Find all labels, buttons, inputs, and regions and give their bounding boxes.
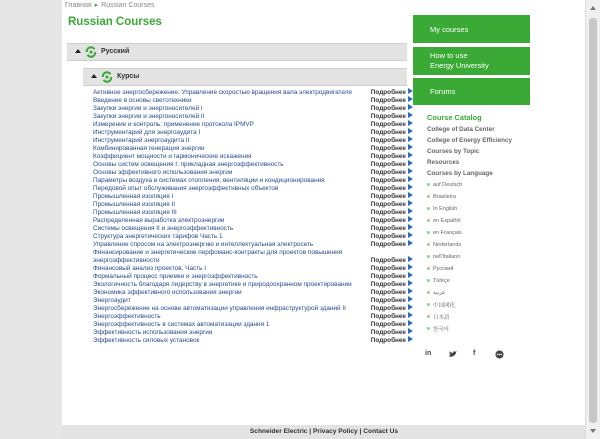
more-label: Подробнее — [370, 153, 406, 160]
bullet-icon — [427, 291, 430, 294]
arrow-right-icon — [408, 120, 413, 126]
course-row — [93, 305, 415, 313]
bullet-icon — [427, 219, 430, 222]
course-row — [93, 209, 415, 217]
page-title: Russian Courses — [68, 16, 162, 28]
arrow-right-icon — [408, 128, 413, 134]
course-row — [93, 225, 415, 233]
language-link[interactable] — [427, 180, 537, 189]
scrollbar-thumb[interactable] — [589, 18, 597, 423]
arrow-right-icon — [408, 336, 413, 342]
language-label: en Français — [433, 229, 462, 236]
how-to-use-button[interactable] — [413, 47, 530, 75]
course-row — [93, 153, 415, 161]
course-title-link[interactable]: Эффективность силовых установок — [93, 337, 200, 344]
course-title-link[interactable]: Измерение и контроль: применение протокола IPMVP — [93, 121, 254, 128]
more-label: Подробнее — [370, 233, 406, 240]
course-title-link[interactable]: Финансовый анализ проектов, Часть I — [93, 265, 207, 272]
more-label: Подробнее — [370, 105, 406, 112]
course-title-link[interactable]: Экологичность благодаря лидерству в энергетике и природоохранном проектировании — [93, 281, 352, 288]
button-label: How to use Energy University — [430, 51, 489, 70]
collapse-triangle-icon[interactable] — [75, 49, 81, 53]
sidebar-link[interactable]: College of Data Center — [427, 126, 495, 133]
privacy-policy-link[interactable]: Privacy Policy — [313, 428, 358, 435]
more-label: Подробнее — [370, 145, 406, 152]
language-label: 日本語 — [433, 314, 450, 321]
bullet-icon — [427, 279, 430, 282]
button-label: My courses — [430, 25, 469, 34]
more-label: Подробнее — [370, 313, 406, 320]
course-title-link[interactable]: Введение в основы светотехники — [93, 97, 192, 104]
more-label: Подробнее — [370, 177, 406, 184]
language-label: عربية — [433, 289, 446, 296]
course-title-link[interactable]: Основы эффективного использования энергии — [93, 169, 233, 176]
sidebar-link[interactable]: College of Energy Efficiency — [427, 137, 513, 144]
more-label: Подробнее — [370, 337, 406, 344]
course-title-link[interactable]: Энергоэффективность в системах автоматизации здания 1 — [93, 321, 270, 328]
more-label: Подробнее — [370, 169, 406, 176]
more-label: Подробнее — [370, 225, 406, 232]
course-row — [93, 113, 415, 121]
course-title-link[interactable]: Энергосбережение на основе автоматизации управления инфраструктурой зданий II — [93, 305, 346, 312]
course-title-link[interactable]: Инструментарий для энергоаудита I — [93, 129, 201, 136]
more-label: Подробнее — [370, 193, 406, 200]
arrow-right-icon — [408, 328, 413, 334]
accordion-label: Русский — [101, 48, 130, 55]
arrow-right-icon — [408, 192, 413, 198]
arrow-right-icon — [408, 216, 413, 222]
course-row — [93, 329, 415, 337]
bullet-icon — [427, 195, 430, 198]
language-link[interactable] — [427, 312, 537, 321]
footer — [62, 425, 586, 439]
course-title-link[interactable]: Финансирование и энергетические перфоманс-контракты для проектов повышения энергоэффективности — [93, 249, 343, 264]
my-courses-button[interactable] — [413, 15, 530, 43]
breadcrumb-current: Russian Courses — [101, 2, 155, 9]
course-title-link[interactable]: Промышленная изоляция III — [93, 209, 177, 216]
course-title-link[interactable]: Формальный процесс приемки и энергоэффективность — [93, 273, 258, 280]
facebook-icon[interactable]: f — [473, 350, 476, 357]
footer-separator: | — [309, 428, 312, 435]
energy-university-logo-icon — [100, 70, 114, 84]
course-row — [93, 281, 415, 289]
course-row — [93, 233, 415, 241]
arrow-right-icon — [408, 208, 413, 214]
course-title-link[interactable]: Инструментарий энергоаудита II — [93, 137, 190, 144]
language-list — [427, 180, 537, 333]
course-row — [93, 121, 415, 129]
arrow-right-icon — [408, 224, 413, 230]
scroll-down-arrow-icon[interactable] — [590, 429, 596, 433]
course-title-link[interactable]: Управление спросом на электроэнергию и интеллектуальная электросеть — [93, 241, 314, 248]
more-label: Подробнее — [370, 89, 406, 96]
bullet-icon — [427, 243, 430, 246]
arrow-right-icon — [408, 136, 413, 142]
sidebar — [413, 15, 530, 105]
course-row — [93, 337, 415, 345]
language-link[interactable] — [427, 324, 537, 333]
course-row — [93, 129, 415, 137]
language-link[interactable] — [427, 276, 537, 285]
arrow-right-icon — [408, 144, 413, 150]
language-link[interactable] — [427, 252, 537, 261]
course-row — [93, 249, 415, 265]
bullet-icon — [427, 267, 430, 270]
language-label: auf Deutsch — [433, 181, 463, 188]
bullet-icon — [427, 255, 430, 258]
language-link[interactable] — [427, 288, 537, 297]
more-details-link[interactable] — [371, 336, 413, 345]
vertical-scrollbar[interactable] — [585, 0, 600, 439]
course-row — [93, 177, 415, 185]
arrow-right-icon — [408, 312, 413, 318]
bullet-icon — [427, 207, 430, 210]
sidebar-link[interactable]: Courses by Topic — [427, 148, 480, 155]
more-label: Подробнее — [370, 113, 406, 120]
course-row — [93, 161, 415, 169]
more-label: Подробнее — [370, 185, 406, 192]
arrow-right-icon — [408, 264, 413, 270]
arrow-right-icon — [408, 296, 413, 302]
course-list — [93, 89, 415, 345]
course-title-link[interactable]: Экономика эффективного использования энергии — [93, 289, 242, 296]
more-label: Подробнее — [370, 201, 406, 208]
twitter-icon[interactable] — [449, 351, 457, 358]
course-row — [93, 321, 415, 329]
arrow-right-icon — [408, 320, 413, 326]
language-label: nell'Italiano — [433, 253, 461, 260]
course-title-link[interactable]: Параметры воздуха в системах отопления, вентиляции и кондиционирования — [93, 177, 325, 184]
language-link[interactable] — [427, 192, 537, 201]
more-label: Подробнее — [370, 97, 406, 104]
more-details-link[interactable] — [371, 240, 413, 249]
course-row — [93, 169, 415, 177]
course-row — [93, 97, 415, 105]
more-label: Подробнее — [370, 257, 406, 264]
more-label: Подробнее — [370, 209, 406, 216]
accordion-courses[interactable] — [83, 68, 407, 86]
arrow-right-icon — [408, 160, 413, 166]
course-title-link[interactable]: Закупки энергии и энергоносителей II — [93, 113, 205, 120]
more-label: Подробнее — [370, 121, 406, 128]
more-label: Подробнее — [370, 281, 406, 288]
course-title-link[interactable]: Структура энергетических тарифов Часть 1 — [93, 233, 223, 240]
course-title-link[interactable]: Системы освещения II и энергоэффективность — [93, 225, 234, 232]
arrow-right-icon — [408, 304, 413, 310]
more-label: Подробнее — [370, 305, 406, 312]
energy-university-logo-icon — [84, 45, 98, 59]
bullet-icon — [427, 303, 430, 306]
language-label: 한국어 — [433, 326, 449, 333]
forums-button[interactable] — [413, 78, 530, 105]
breadcrumb-separator-icon: ▸ — [94, 2, 99, 9]
course-title-link[interactable]: Промышленная изоляция II — [93, 201, 175, 208]
course-row — [93, 313, 415, 321]
breadcrumb-home[interactable]: Главная — [65, 2, 92, 9]
arrow-right-icon — [408, 168, 413, 174]
more-label: Подробнее — [370, 161, 406, 168]
course-row — [93, 105, 415, 113]
course-title-link[interactable]: Коэффициент мощности и гармонические искажения — [93, 153, 252, 160]
course-catalog-title[interactable]: Course Catalog — [427, 113, 482, 122]
language-label: 中国网化 — [433, 302, 456, 309]
course-title-link[interactable]: Закупки энергии и энергоносителей I — [93, 105, 203, 112]
accordion-russian[interactable] — [67, 43, 407, 61]
contact-us-link[interactable]: Contact Us — [363, 428, 399, 435]
footer-separator: | — [359, 428, 362, 435]
course-title-link[interactable]: Промышленная изоляция I — [93, 193, 174, 200]
language-label: Türkçe — [433, 277, 450, 284]
linkedin-icon[interactable]: in — [425, 350, 432, 357]
arrow-right-icon — [408, 272, 413, 278]
accordion-label: Курсы — [117, 73, 140, 80]
course-title-link[interactable]: Распределенная выработка электроэнергии — [93, 217, 225, 224]
arrow-right-icon — [408, 184, 413, 190]
scroll-up-arrow-icon[interactable] — [590, 6, 596, 10]
more-label: Подробнее — [370, 241, 406, 248]
arrow-right-icon — [408, 288, 413, 294]
arrow-right-icon — [408, 256, 413, 262]
language-label: Nederlands — [433, 241, 462, 248]
course-row — [93, 273, 415, 281]
course-row — [93, 145, 415, 153]
course-row — [93, 265, 415, 273]
arrow-right-icon — [408, 200, 413, 206]
arrow-right-icon — [408, 280, 413, 286]
course-row — [93, 217, 415, 225]
bullet-icon — [427, 183, 430, 186]
course-title-link[interactable]: Активное энергосбережение: Управление скоростью вращения вала электродвигателя — [93, 89, 352, 96]
breadcrumb — [65, 1, 154, 9]
course-row — [93, 137, 415, 145]
chat-icon[interactable] — [495, 350, 504, 359]
language-link[interactable] — [427, 228, 537, 237]
more-label: Подробнее — [370, 321, 406, 328]
course-title-link[interactable]: Энергоаудит — [93, 297, 131, 304]
sidebar-links — [427, 126, 537, 177]
course-row — [93, 297, 415, 305]
course-title-link[interactable]: Передовой опыт обслуживания энергоэффективных объектов — [93, 185, 279, 192]
more-label: Подробнее — [370, 289, 406, 296]
language-link[interactable] — [427, 300, 537, 309]
arrow-right-icon — [408, 176, 413, 182]
more-label: Подробнее — [370, 329, 406, 336]
button-label: Forums — [430, 87, 456, 96]
sidebar-link[interactable]: Resources — [427, 159, 460, 166]
course-row — [93, 185, 415, 193]
course-title-link[interactable]: Основы систем освещения I: прикладная энергоэффективность — [93, 161, 284, 168]
more-label: Подробнее — [370, 217, 406, 224]
more-label: Подробнее — [370, 265, 406, 272]
course-title-link[interactable]: Комбинированная генерация энергии — [93, 145, 205, 152]
course-row — [93, 89, 415, 97]
course-row — [93, 201, 415, 209]
collapse-triangle-icon[interactable] — [91, 74, 97, 78]
arrow-right-icon — [408, 152, 413, 158]
language-link[interactable] — [427, 240, 537, 249]
language-link[interactable] — [427, 264, 537, 273]
course-row — [93, 193, 415, 201]
more-label: Подробнее — [370, 137, 406, 144]
language-link[interactable] — [427, 204, 537, 213]
language-label: Русский — [433, 265, 454, 272]
bullet-icon — [427, 327, 430, 330]
course-title-link[interactable]: Энергоэффективность — [93, 313, 161, 320]
more-label: Подробнее — [370, 129, 406, 136]
bullet-icon — [427, 231, 430, 234]
course-row — [93, 289, 415, 297]
more-label: Подробнее — [370, 297, 406, 304]
course-title-link[interactable]: Эффективность использования энергии — [93, 329, 213, 336]
bullet-icon — [427, 315, 430, 318]
language-label: In English — [433, 205, 458, 212]
language-label: en Español — [433, 217, 461, 224]
arrow-right-icon — [408, 232, 413, 238]
sidebar-link[interactable]: Courses by Language — [427, 170, 493, 177]
arrow-right-icon — [408, 112, 413, 118]
more-label: Подробнее — [370, 273, 406, 280]
language-label: Brasileira — [433, 193, 456, 200]
course-row — [93, 241, 415, 249]
footer-brand-link[interactable]: Schneider Electric — [249, 428, 308, 435]
language-link[interactable] — [427, 216, 537, 225]
arrow-right-icon — [408, 240, 413, 246]
